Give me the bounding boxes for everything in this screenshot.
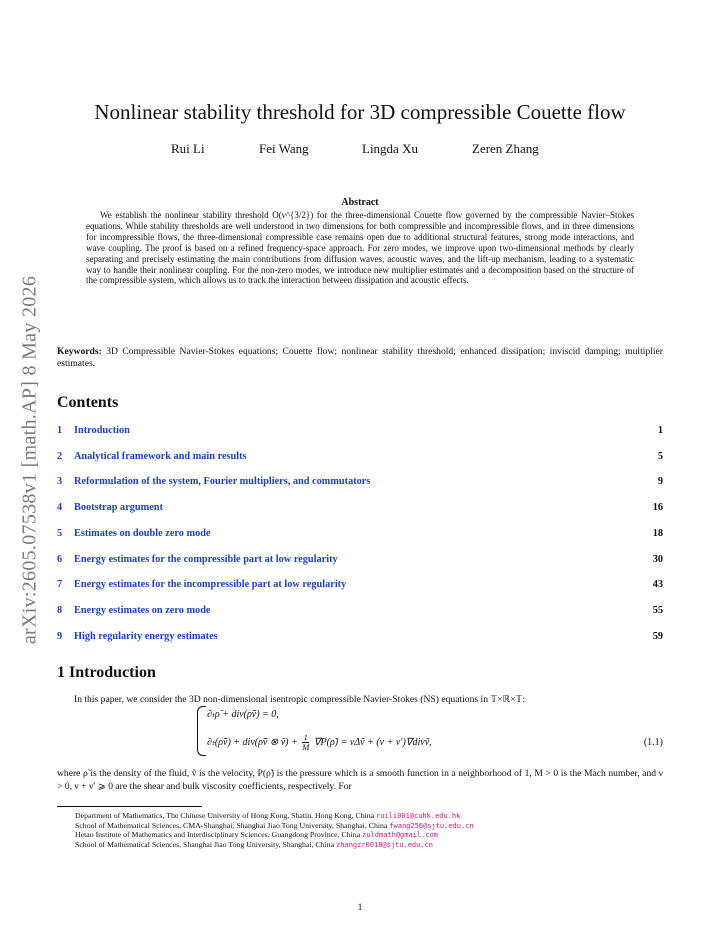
abstract-text: We establish the nonlinear stability threshold O(ν^{3/2}) for the three-dimensional Couette flow governed by the compressible Navier–Stokes equations. While stability thresholds are well understood in two dimensions for both compressible and incompressible flows, and in three dimensions for incompressible flows, the three-dimensional compressible case remains open due to additional structural features, strong mode interactions, and wave coupling. The proof is based on a refined frequency-space approach. For zero modes, we improve upon two-dimensional methods by clearly separating and precisely estimating the main contributions from diffusion waves, acoustic waves, and the lift-up mechanism, leading to a systematic way to handle their nonlinear coupling. For the non-zero modes, we introduce new multiplier estimates and a decomposition based on the structure of the compressible system, which allows us to track the interaction between dissipation and acoustic effects. [86,210,634,286]
toc-entry-page: 18 [652,527,663,539]
intro-paragraph-2: where ρ̃ is the density of the fluid, ṽ is the velocity, P(ρ̃) is the pressure which is a smooth function in a neighborhood of 1, M > 0 is the Mach number, and ν > 0, ν + ν′ ⩾ 0 are the shear and bulk viscosity coefficients, respectively. For [57,768,663,792]
fraction-numerator: 1 [303,732,308,742]
toc-entry-page: 5 [657,450,663,462]
toc-entry-page: 55 [652,604,663,616]
toc-entry-link[interactable]: Introduction [74,425,130,436]
toc-entry-page: 43 [652,579,663,591]
footnote-rule [57,806,202,807]
equation-line-1: ∂ₜρ̃ + div(ρ̃ṽ) = 0, [207,709,279,720]
email-link[interactable]: zhangzr0018@sjtu.edu.cn [336,840,433,849]
equation-line-2-right: ∇P(ρ̃) = νΔṽ + (ν + ν′)∇divṽ, [313,736,432,748]
toc-entry-number[interactable]: 1 [57,425,63,436]
equation-brace [197,706,206,756]
toc-entry-2[interactable] [57,451,663,465]
toc-entry-page: 1 [657,425,663,436]
intro-heading: 1 Introduction [57,664,156,681]
toc-entry-link[interactable]: Estimates on double zero mode [74,527,211,539]
author-2: Fei Wang [259,141,309,156]
toc-entry-number[interactable]: 4 [57,502,63,514]
equation-number: (1.1) [643,737,663,748]
author-3: Lingda Xu [362,141,418,156]
author-4: Zeren Zhang [472,141,539,156]
toc-entry-page: 16 [652,502,663,514]
abstract-heading: Abstract [341,197,379,208]
toc-entry-7[interactable] [57,579,663,593]
email-link[interactable]: zuldmath@gmail.com [362,831,438,840]
toc-entry-number[interactable]: 8 [57,604,63,616]
toc-entry-page: 30 [652,553,663,565]
toc-entry-link[interactable]: Energy estimates on zero mode [74,604,211,616]
affiliation-text: School of Mathematical Sciences, Shanghai Jiao Tong University, Shanghai, China [75,839,337,849]
toc-entry-number[interactable]: 3 [57,476,63,488]
toc-entry-6[interactable] [57,554,663,568]
toc-entry-3[interactable] [57,476,663,490]
arxiv-stamp [10,240,50,680]
toc-entry-link[interactable]: Bootstrap argument [74,502,163,514]
equation-line-2-left: ∂ₜ(ρ̃ṽ) + div(ρ̃ṽ ⊗ ṽ) + [207,736,298,748]
toc-entry-link[interactable]: Reformulation of the system, Fourier multipliers, and commutators [74,476,371,488]
affiliation-text: Department of Mathematics, The Chinese University of Hong Kong, Shatin, Hong Kong, China [75,811,377,820]
toc-entry-link[interactable]: Analytical framework and main results [74,450,247,462]
fraction-denominator: M [302,742,310,752]
author-list [0,141,720,161]
email-link[interactable]: fwang256@sjtu.edu.cn [389,821,474,830]
toc-entry-1[interactable] [57,425,663,439]
keywords-label: Keywords: [57,346,102,357]
toc-entry-link[interactable]: Energy estimates for the compressible part at low regularity [74,553,338,565]
equation-fraction [302,733,309,752]
affiliation-text: School of Mathematical Sciences, CMA-Shanghai, Shanghai Jiao Tong University, Shanghai, China [75,820,390,830]
paper-title: Nonlinear stability threshold for 3D compressible Couette flow [94,100,626,124]
affiliation-text: Hetao Institute of Mathematics and Interdisciplinary Sciences, Guangdong Province, China [75,830,363,840]
toc-entry-page: 59 [652,630,663,642]
intro-paragraph-1: In this paper, we consider the 3D non-dimensional isentropic compressible Navier-Stokes (NS) equations in 𝕋×ℝ×𝕋: [74,694,526,705]
toc-entry-number[interactable]: 7 [57,579,63,591]
equation-line-2 [207,733,432,752]
toc-entry-8[interactable] [57,605,663,619]
toc-entry-9[interactable] [57,631,663,645]
toc-entry-link[interactable]: Energy estimates for the incompressible part at low regularity [74,579,347,591]
keywords [57,346,663,370]
author-1: Rui Li [171,141,205,156]
keywords-text: 3D Compressible Navier-Stokes equations; Couette flow; nonlinear stability threshold; enhanced dissipation; inviscid damping; multiplier estimates. [57,346,663,369]
page-number: 1 [357,902,363,913]
toc-entry-4[interactable] [57,502,663,516]
toc-entry-number[interactable]: 2 [57,450,63,462]
email-link[interactable]: ruili001@cuhk.edu.hk [376,812,461,820]
toc-entry-number[interactable]: 5 [57,527,63,539]
contents-heading: Contents [57,394,119,411]
arxiv-stamp-text: arXiv:2605.07538v1 [math.AP] 8 May 2026 [18,275,41,645]
toc-entry-number[interactable]: 6 [57,553,63,565]
footnote-affiliation [75,840,675,851]
toc-entry-link[interactable]: High regularity energy estimates [74,630,218,642]
toc-entry-5[interactable] [57,528,663,542]
toc-entry-page: 9 [657,476,663,488]
toc-entry-number[interactable]: 9 [57,630,63,642]
